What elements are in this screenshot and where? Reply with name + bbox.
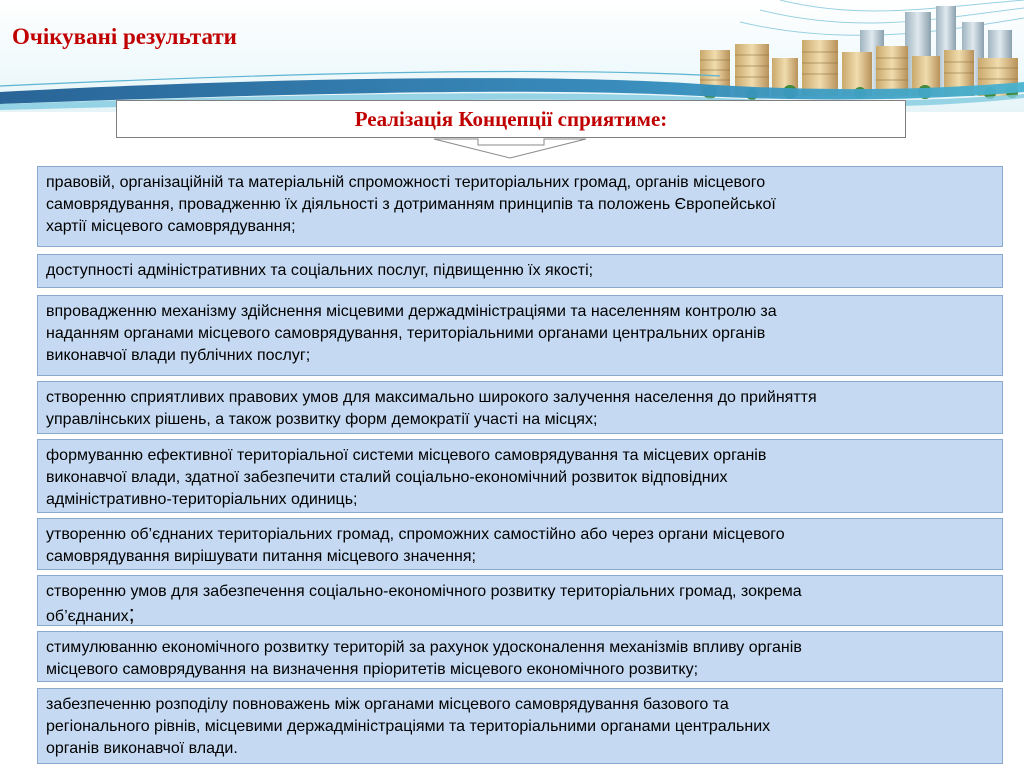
result-item-line: адміністративно-територіальних одиниць; bbox=[46, 491, 358, 508]
result-item-line: створенню сприятливих правових умов для максимально широкого залучення населення до прийняття bbox=[46, 389, 817, 406]
result-item-line: утворенню об’єднаних територіальних громад, спроможних самостійно або через органи місцевого bbox=[46, 526, 785, 543]
result-item-line: наданням органами місцевого самоврядування, територіальними органами центральних органів bbox=[46, 325, 766, 342]
result-item-line: виконавчої влади публічних послуг; bbox=[46, 347, 311, 364]
result-item bbox=[37, 254, 1003, 288]
result-item bbox=[37, 688, 1003, 764]
result-item-line: впровадженню механізму здійснення місцевими держадміністраціями та населенням контролю за bbox=[46, 303, 777, 320]
result-item bbox=[37, 166, 1003, 247]
result-item bbox=[37, 631, 1003, 682]
result-item-line: формуванню ефективної територіальної системи місцевого самоврядування та місцевих органів bbox=[46, 447, 767, 464]
result-item-line: об’єднаних; bbox=[46, 601, 135, 626]
result-item-line: самоврядування вирішувати питання місцевого значення; bbox=[46, 548, 476, 565]
result-item bbox=[37, 575, 1003, 626]
result-item-line: виконавчої влади, здатної забезпечити сталий соціально-економічний розвиток відповідних bbox=[46, 469, 728, 486]
result-item-line: доступності адміністративних та соціальних послуг, підвищенню їх якості; bbox=[46, 262, 594, 279]
result-item bbox=[37, 439, 1003, 513]
result-item-line: місцевого самоврядування на визначення пріоритетів місцевого економічного розвитку; bbox=[46, 661, 699, 678]
result-item-line: стимулюванню економічного розвитку територій за рахунок удосконалення механізмів впливу органів bbox=[46, 639, 802, 656]
down-arrow-icon bbox=[430, 137, 590, 161]
result-item-line: забезпеченню розподілу повноважень між органами місцевого самоврядування базового та bbox=[46, 696, 729, 713]
result-item-line: регіонального рівнів, місцевими держадміністраціями та територіальними органами центральних bbox=[46, 718, 771, 735]
trailing-semicolon: ; bbox=[128, 601, 135, 626]
result-item bbox=[37, 518, 1003, 570]
result-item bbox=[37, 381, 1003, 434]
result-item-line: органів виконавчої влади. bbox=[46, 740, 238, 757]
result-item-line: правовій, організаційній та матеріальній спроможності територіальних громад, органів місцевого bbox=[46, 174, 766, 191]
result-item-line: хартії місцевого самоврядування; bbox=[46, 218, 296, 235]
result-item-line: управлінських рішень, а також розвитку форм демократії участі на місцях; bbox=[46, 411, 598, 428]
result-item-line: самоврядування, провадженню їх діяльності з дотриманням принципів та положень Європейської bbox=[46, 196, 776, 213]
result-item bbox=[37, 295, 1003, 376]
result-item-line: створенню умов для забезпечення соціально-економічного розвитку територіальних громад, зокрема bbox=[46, 583, 802, 600]
slide-title: Очікувані результати bbox=[12, 24, 237, 49]
concept-heading-box bbox=[116, 100, 906, 138]
concept-heading-text: Реалізація Концепції сприятиме: bbox=[354, 106, 668, 131]
